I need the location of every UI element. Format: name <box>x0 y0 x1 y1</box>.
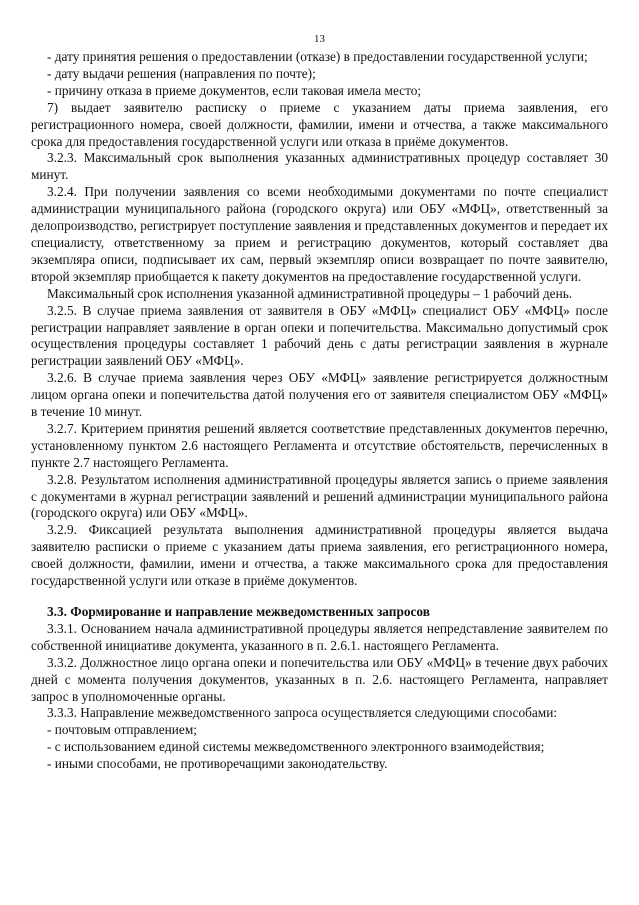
page-number: 13 <box>314 33 325 45</box>
section-heading: 3.3. Формирование и направление межведомственных запросов <box>47 604 430 619</box>
paragraph: 7) выдает заявителю расписку о приеме с указанием даты приема заявления, его регистрационного номера, своей должности, фамилии, имени и отчества, а также максимального срока для предоставления государственной услуги или отказа в приёме документов. <box>31 99 608 149</box>
paragraph: 3.2.9. Фиксацией результата выполнения административной процедуры является выдача заявителю расписки о приеме с указанием даты приема заявления, его регистрационного номера, своей должности, фамилии, имени и отчества, а также максимального срока для предоставления государственной услуги или отказе в приёме документов. <box>31 522 608 589</box>
paragraph: - с использованием единой системы межведомственного электронного взаимодействия; <box>47 739 545 755</box>
paragraph: 3.2.7. Критерием принятия решений является соответствие представленных документов перечню, установленному пунктом 2.6 настоящего Регламента и отсутствие обстоятельств, перечисленных в пункте 2.7 настоящего Регламента. <box>31 420 608 470</box>
paragraph: - причину отказа в приеме документов, если таковая имела место; <box>47 82 422 98</box>
paragraph: 3.3.2. Должностное лицо органа опеки и попечительства или ОБУ «МФЦ» в течение двух рабочих дней с момента получения документов, указанных в п. 2.6. настоящего Регламента, направляет запрос в уполномоченные органы. <box>31 654 608 704</box>
paragraph: - иными способами, не противоречащими законодательству. <box>47 756 388 772</box>
paragraph: - дату принятия решения о предоставлении (отказе) в предоставлении государственной услуги; <box>47 49 588 64</box>
paragraph: 3.3.3. Направление межведомственного запроса осуществляется следующими способами: <box>47 705 558 721</box>
paragraph: Максимальный срок исполнения указанной административной процедуры – 1 рабочий день. <box>47 285 573 301</box>
paragraph: 3.2.8. Результатом исполнения административной процедуры является запись о приеме заявления с документами в журнал регистрации заявлений и решений администрации муниципального района (городского округа) или ОБУ «МФЦ». <box>31 471 608 521</box>
paragraph: 3.2.4. При получении заявления со всеми необходимыми документами по почте специалист администрации муниципального района (городского округа) или ОБУ «МФЦ», ответственный за делопроизводство, регистрирует поступление заявления и представленных документов и передает их специалисту, ответственному за прием и регистрацию документов, который составляет два экземпляра описи, подписывает их сам, первый экземпляр описи возвращает по почте заявителю, второй экземпляр приобщается к пакету документов на предоставление государственной услуги. <box>31 184 608 284</box>
paragraph: 3.2.5. В случае приема заявления от заявителя в ОБУ «МФЦ» специалист ОБУ «МФЦ» после регистрации направляет заявление в орган опеки и попечительства. Максимально допустимый срок осуществления процедуры составляет 1 рабочий день с даты регистрации заявления в журнале регистрации заявлений ОБУ «МФЦ». <box>31 302 608 369</box>
paragraph: 3.2.3. Максимальный срок выполнения указанных административных процедур составляет 30 минут. <box>31 150 608 183</box>
paragraph: 3.2.6. В случае приема заявления через ОБУ «МФЦ» заявление регистрируется должностным лицом органа опеки и попечительства датой получения его от заявителя специалистом ОБУ «МФЦ» в течение 10 минут. <box>31 370 608 420</box>
paragraph: - дату выдачи решения (направления по почте); <box>47 65 316 81</box>
paragraph: 3.3.1. Основанием начала административной процедуры является непредставление заявителем по собственной инициативе документа, указанного в п. 2.6.1. настоящего Регламента. <box>31 620 608 653</box>
paragraph: - почтовым отправлением; <box>47 722 197 738</box>
